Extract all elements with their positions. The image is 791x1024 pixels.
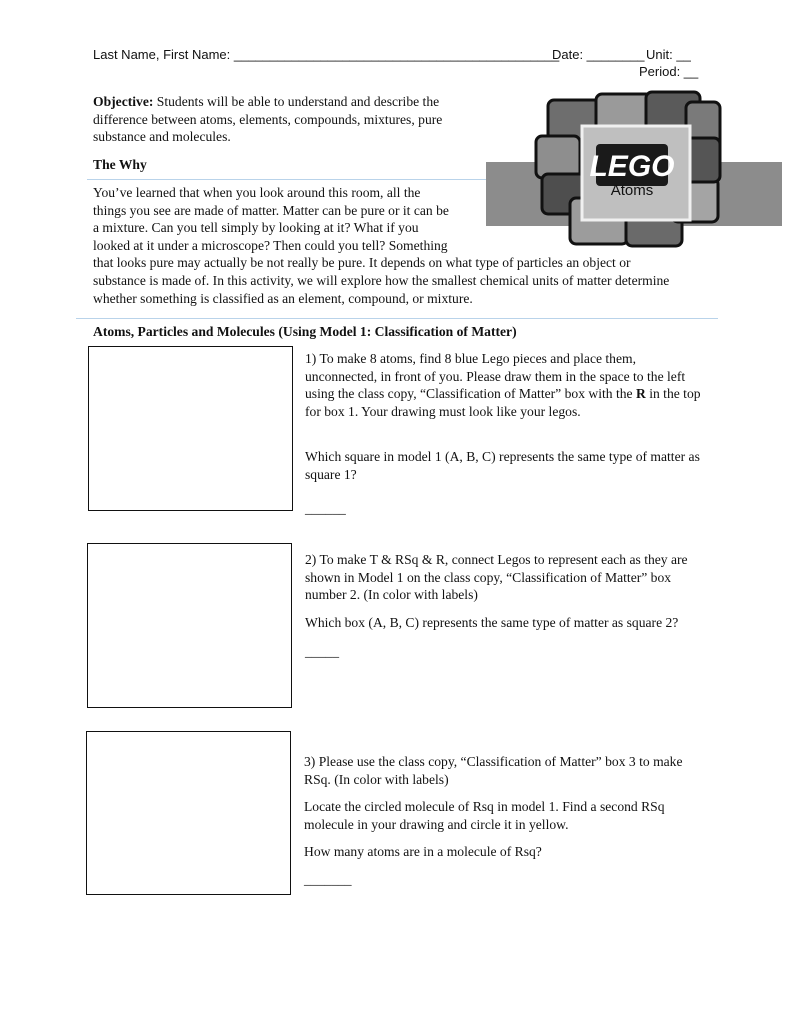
unit-field[interactable]: Unit: __: [646, 47, 691, 62]
objective-label: Objective:: [93, 94, 154, 109]
question-1: [305, 350, 705, 517]
answer-blank-2[interactable]: _____: [305, 644, 339, 660]
why-paragraph: [93, 184, 713, 307]
lego-logo-text: LEGO: [589, 150, 675, 183]
divider: [76, 318, 718, 319]
question-3: [304, 753, 704, 889]
why-line: You’ve learned that when you look around this room, all the: [93, 185, 421, 200]
question-3-prompt: Locate the circled molecule of Rsq in model 1. Find a second RSq molecule in your drawing and circle it in yellow.: [304, 799, 665, 832]
lego-caption: Atoms: [610, 182, 654, 199]
why-line: whether something is classified as an element, compound, or mixture.: [93, 290, 473, 306]
divider: [87, 179, 487, 180]
why-line: looked at it under a microscope? Then could you tell? Something: [93, 237, 448, 253]
why-line: that looks pure may actually be not really be pure. It depends on what type of particles an object or: [93, 255, 631, 271]
name-field[interactable]: Last Name, First Name: _____________________________________________: [93, 47, 560, 62]
question-3-prompt-2: How many atoms are in a molecule of Rsq?: [304, 844, 542, 860]
why-line: substance is made of. In this activity, we will explore how the smallest chemical units of matter determine: [93, 272, 670, 288]
answer-blank-3[interactable]: _______: [304, 871, 352, 887]
drawing-box-3[interactable]: [86, 731, 291, 895]
drawing-box-2[interactable]: [87, 543, 292, 708]
date-field[interactable]: Date: ________: [552, 47, 645, 62]
answer-blank-1[interactable]: ______: [305, 500, 346, 516]
section-title: Atoms, Particles and Molecules (Using Model 1: Classification of Matter): [93, 324, 517, 339]
objective: [93, 93, 478, 146]
question-3-instruction: 3) Please use the class copy, “Classification of Matter” box 3 to make RSq. (In color with labels): [304, 754, 683, 787]
question-1-prompt: Which square in model 1 (A, B, C) represents the same type of matter as square 1?: [305, 449, 700, 482]
objective-text: Students will be able to understand and describe the difference between atoms, elements, compounds, mixtures, pure substance and molecules.: [93, 94, 443, 145]
question-2-instruction: 2) To make T & RSq & R, connect Legos to represent each as they are shown in Model 1 on the class copy, “Classification of Matter” box number 2. (In color with labels): [305, 552, 688, 603]
question-1-instruction: 1) To make 8 atoms, find 8 blue Lego pieces and place them, unconnected, in front of you. Please draw them in the space to the left using the class copy, “Classification of Matter” box with the R in the top for box 1. Your drawing must look like your legos.: [305, 351, 701, 419]
why-line: things you see are made of matter. Matter can be pure or it can be: [93, 202, 449, 218]
question-2-prompt: Which box (A, B, C) represents the same type of matter as square 2?: [305, 614, 679, 630]
question-2: [305, 551, 705, 661]
why-heading: The Why: [93, 157, 147, 172]
drawing-box-1[interactable]: [88, 346, 293, 511]
period-field[interactable]: Period: __: [639, 64, 699, 79]
why-line: a mixture. Can you tell simply by looking at it? What if you: [93, 220, 419, 236]
